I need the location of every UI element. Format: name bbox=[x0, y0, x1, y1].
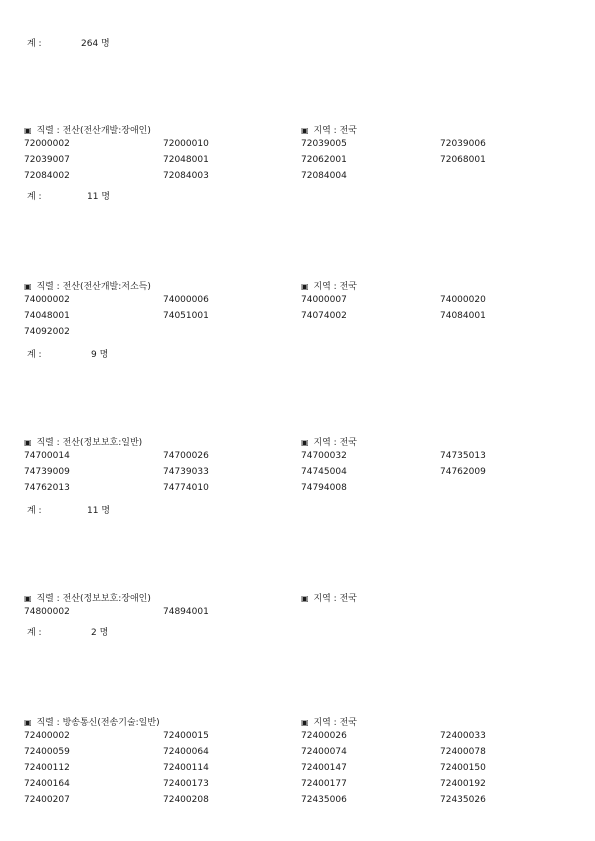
applicant-code: 72062001 bbox=[301, 155, 347, 165]
applicant-code: 72400173 bbox=[163, 779, 209, 789]
job-series-text: 직렬 : 전산(전산개발:저소득) bbox=[36, 282, 151, 292]
code-row bbox=[0, 311, 595, 327]
applicant-code: 72000010 bbox=[163, 139, 209, 149]
applicant-code: 74700032 bbox=[301, 451, 347, 461]
applicant-code: 74000002 bbox=[24, 295, 70, 305]
code-row bbox=[0, 779, 595, 795]
region-text: 지역 : 전국 bbox=[313, 438, 357, 448]
applicant-code: 72068001 bbox=[440, 155, 486, 165]
region-label bbox=[301, 279, 357, 292]
code-row bbox=[0, 731, 595, 747]
section-header bbox=[0, 591, 595, 603]
applicant-code: 72039005 bbox=[301, 139, 347, 149]
code-row bbox=[0, 327, 595, 343]
square-bullet-icon: ▣ bbox=[301, 594, 309, 603]
applicant-code: 74092002 bbox=[24, 327, 70, 337]
region-label bbox=[301, 715, 357, 728]
job-series-label bbox=[24, 279, 151, 292]
applicant-code: 72400164 bbox=[24, 779, 70, 789]
job-series-label bbox=[24, 715, 160, 728]
job-series-label bbox=[24, 123, 151, 136]
job-series-text: 직렬 : 전산(전산개발:장애인) bbox=[36, 126, 151, 136]
applicant-code: 74700026 bbox=[163, 451, 209, 461]
code-row bbox=[0, 155, 595, 171]
applicant-code: 72000002 bbox=[24, 139, 70, 149]
applicant-code: 72400059 bbox=[24, 747, 70, 757]
applicant-code: 74048001 bbox=[24, 311, 70, 321]
code-row bbox=[0, 763, 595, 779]
square-bullet-icon: ▣ bbox=[24, 126, 32, 135]
total-count: 11 명 bbox=[87, 192, 111, 202]
applicant-code: 74774010 bbox=[163, 483, 209, 493]
code-row bbox=[0, 747, 595, 763]
applicant-code: 72084004 bbox=[301, 171, 347, 181]
square-bullet-icon: ▣ bbox=[24, 594, 32, 603]
applicant-code: 72400208 bbox=[163, 795, 209, 805]
total-count: 11 명 bbox=[87, 506, 111, 516]
total-label: 계 : bbox=[27, 506, 42, 516]
region-text: 지역 : 전국 bbox=[313, 594, 357, 604]
applicant-code: 74051001 bbox=[163, 311, 209, 321]
applicant-code: 74762009 bbox=[440, 467, 486, 477]
section-header bbox=[0, 123, 595, 135]
code-row bbox=[0, 139, 595, 155]
job-series-label bbox=[24, 435, 142, 448]
code-row bbox=[0, 483, 595, 499]
code-row bbox=[0, 451, 595, 467]
applicant-code: 72048001 bbox=[163, 155, 209, 165]
applicant-code: 74000020 bbox=[440, 295, 486, 305]
section-header bbox=[0, 279, 595, 291]
applicant-code: 72084003 bbox=[163, 171, 209, 181]
applicant-code: 74000007 bbox=[301, 295, 347, 305]
total-label: 계 : bbox=[27, 192, 42, 202]
section-header bbox=[0, 435, 595, 447]
region-text: 지역 : 전국 bbox=[313, 718, 357, 728]
applicant-code: 72400064 bbox=[163, 747, 209, 757]
region-text: 지역 : 전국 bbox=[313, 126, 357, 136]
code-grid bbox=[0, 139, 595, 187]
section-total bbox=[27, 503, 147, 515]
total-label: 계 : bbox=[27, 628, 42, 638]
square-bullet-icon: ▣ bbox=[24, 282, 32, 291]
applicant-code: 72400112 bbox=[24, 763, 70, 773]
applicant-code: 74735013 bbox=[440, 451, 486, 461]
applicant-code: 72435006 bbox=[301, 795, 347, 805]
section-total bbox=[27, 189, 147, 201]
applicant-code: 72400177 bbox=[301, 779, 347, 789]
job-series-text: 직렬 : 전산(정보보호:일반) bbox=[36, 438, 143, 448]
total-label: 계 : bbox=[27, 350, 42, 360]
code-grid bbox=[0, 451, 595, 499]
applicant-code: 72400033 bbox=[440, 731, 486, 741]
applicant-code: 74800002 bbox=[24, 607, 70, 617]
code-grid bbox=[0, 607, 595, 623]
total-count: 264 명 bbox=[81, 39, 110, 49]
applicant-code: 72400207 bbox=[24, 795, 70, 805]
code-row bbox=[0, 795, 595, 811]
applicant-code: 74739009 bbox=[24, 467, 70, 477]
applicant-code: 72400026 bbox=[301, 731, 347, 741]
code-row bbox=[0, 295, 595, 311]
square-bullet-icon: ▣ bbox=[301, 126, 309, 135]
code-grid bbox=[0, 731, 595, 811]
applicant-code: 72400078 bbox=[440, 747, 486, 757]
job-series-text: 직렬 : 방송통신(전송기술:일반) bbox=[36, 718, 160, 728]
applicant-code: 74894001 bbox=[163, 607, 209, 617]
square-bullet-icon: ▣ bbox=[24, 438, 32, 447]
applicant-code: 72084002 bbox=[24, 171, 70, 181]
applicant-code: 72400002 bbox=[24, 731, 70, 741]
code-grid bbox=[0, 295, 595, 343]
applicant-code: 72400147 bbox=[301, 763, 347, 773]
code-row bbox=[0, 467, 595, 483]
top-total bbox=[27, 36, 147, 48]
applicant-code: 74074002 bbox=[301, 311, 347, 321]
code-row bbox=[0, 171, 595, 187]
applicant-code: 72435026 bbox=[440, 795, 486, 805]
region-text: 지역 : 전국 bbox=[313, 282, 357, 292]
applicant-code: 72400015 bbox=[163, 731, 209, 741]
applicant-code: 72400150 bbox=[440, 763, 486, 773]
applicant-code: 74700014 bbox=[24, 451, 70, 461]
square-bullet-icon: ▣ bbox=[24, 718, 32, 727]
applicant-code: 74000006 bbox=[163, 295, 209, 305]
region-label bbox=[301, 435, 357, 448]
applicant-code: 72400192 bbox=[440, 779, 486, 789]
total-label: 계 : bbox=[27, 39, 42, 49]
square-bullet-icon: ▣ bbox=[301, 282, 309, 291]
applicant-code: 74739033 bbox=[163, 467, 209, 477]
applicant-code: 72039007 bbox=[24, 155, 70, 165]
applicant-code: 72400114 bbox=[163, 763, 209, 773]
square-bullet-icon: ▣ bbox=[301, 438, 309, 447]
total-count: 9 명 bbox=[91, 350, 109, 360]
region-label bbox=[301, 591, 357, 604]
applicant-code: 74745004 bbox=[301, 467, 347, 477]
applicant-code: 72039006 bbox=[440, 139, 486, 149]
applicant-code: 74762013 bbox=[24, 483, 70, 493]
applicant-code: 74084001 bbox=[440, 311, 486, 321]
section-total bbox=[27, 347, 147, 359]
total-count: 2 명 bbox=[91, 628, 109, 638]
square-bullet-icon: ▣ bbox=[301, 718, 309, 727]
applicant-code: 74794008 bbox=[301, 483, 347, 493]
applicant-code: 72400074 bbox=[301, 747, 347, 757]
code-row bbox=[0, 607, 595, 623]
region-label bbox=[301, 123, 357, 136]
job-series-label bbox=[24, 591, 151, 604]
section-total bbox=[27, 625, 147, 637]
job-series-text: 직렬 : 전산(정보보호:장애인) bbox=[36, 594, 151, 604]
section-header bbox=[0, 715, 595, 727]
